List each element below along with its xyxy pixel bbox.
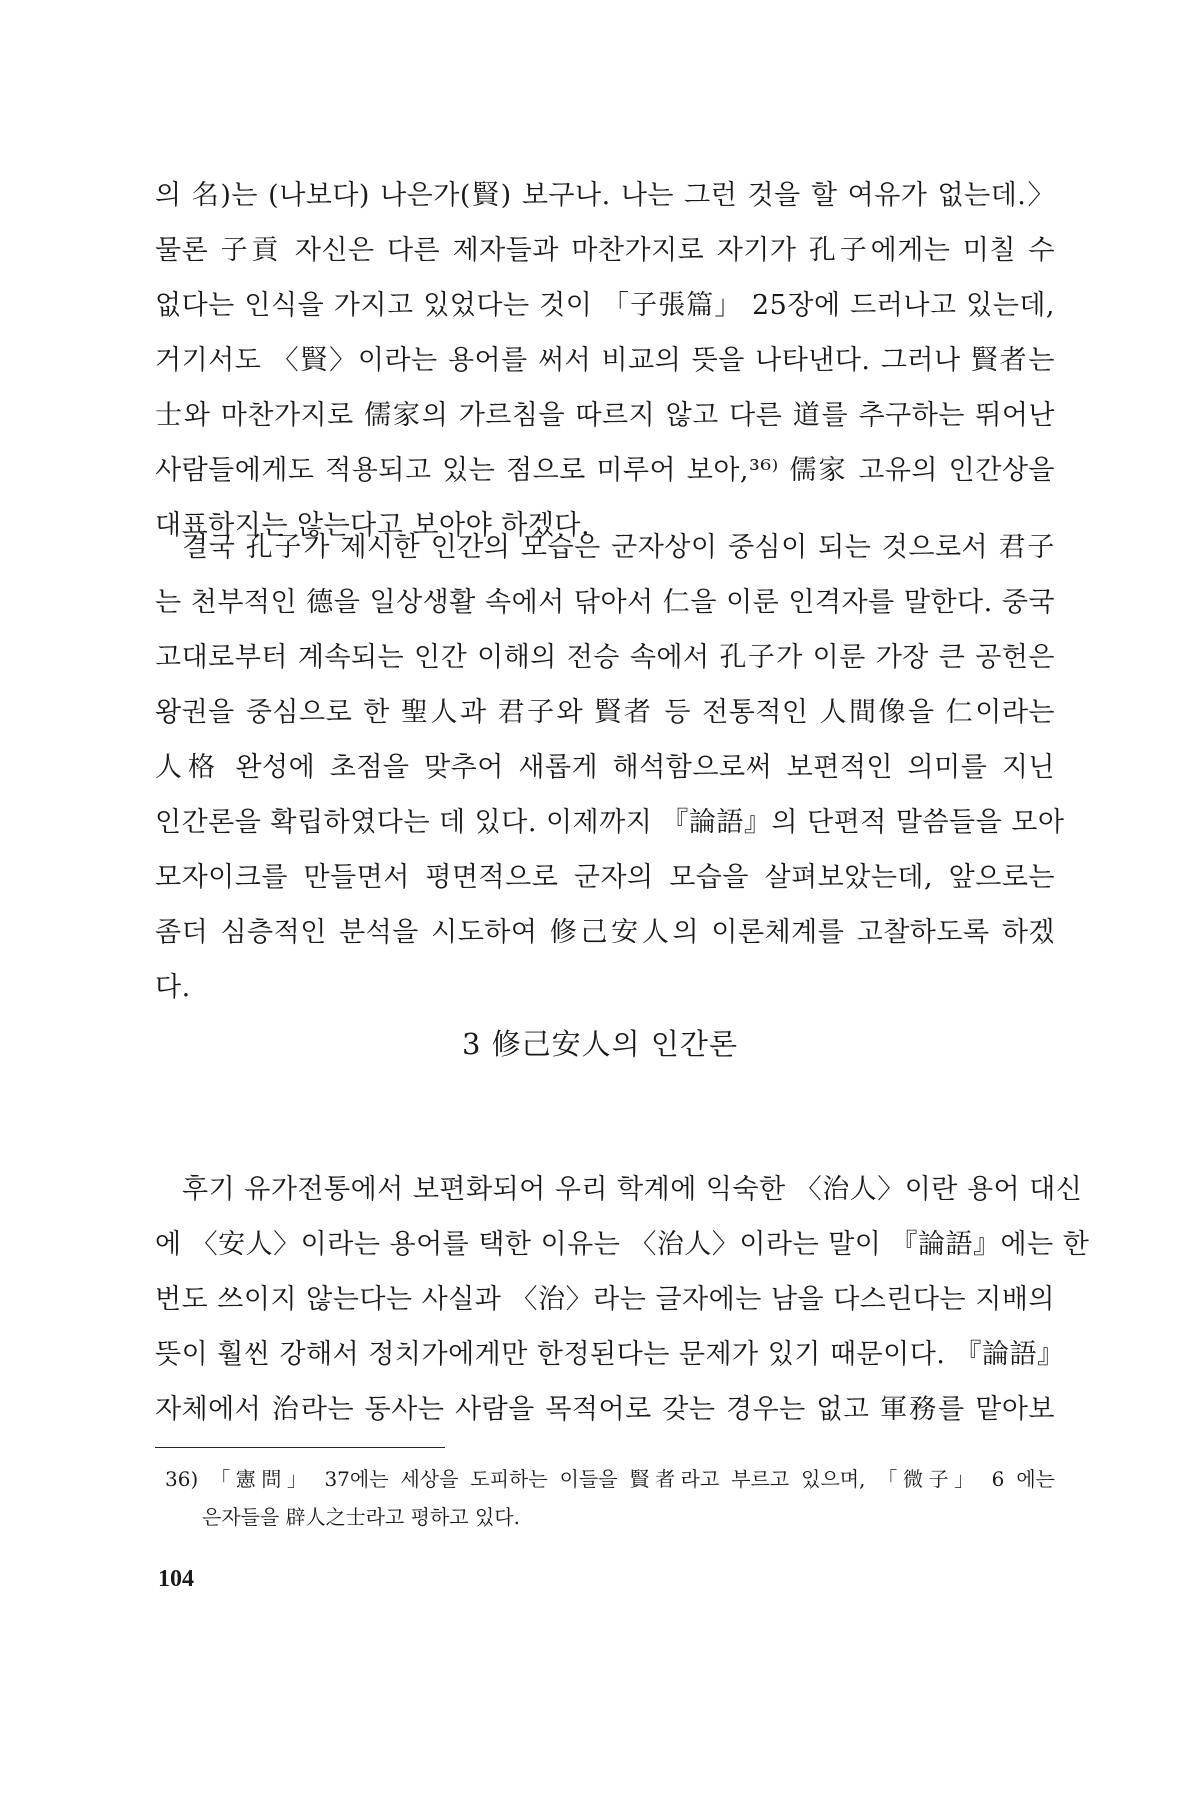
text-line: 자체에서 治라는 동사는 사람을 목적어로 갖는 경우는 없고 軍務를 맡아보 <box>155 1394 1055 1425</box>
text-line: 모자이크를 만들면서 평면적으로 군자의 모습을 살펴보았는데, 앞으로는 <box>155 862 1055 893</box>
text-line: 뜻이 훨씬 강해서 정치가에게만 한정된다는 문제가 있기 때문이다. 『論語』 <box>155 1339 1065 1370</box>
text-line: 왕권을 중심으로 한 聖人과 君子와 賢者 등 전통적인 人間像을 仁이라는 <box>155 697 1055 728</box>
text-line: 물론 子貢 자신은 다른 제자들과 마찬가지로 자기가 孔子에게는 미칠 수 <box>155 235 1055 266</box>
footnote <box>165 1460 1055 1536</box>
text-line: 人格 완성에 초점을 맞추어 새롭게 해석함으로써 보편적인 의미를 지닌 <box>155 752 1055 783</box>
text-line: 의 名)는 (나보다) 나은가(賢) 보구나. 나는 그런 것을 할 여유가 없는데.〉 <box>155 180 1055 211</box>
body-paragraph-3 <box>155 1162 1090 1437</box>
text-line: 대표하지는 않는다고 보아야 하겠다. <box>155 510 591 541</box>
text-line: 에 〈安人〉이라는 용어를 택한 이유는 〈治人〉이라는 말이 『論語』에는 한 <box>155 1229 1090 1260</box>
text-line: 고대로부터 계속되는 인간 이해의 전승 속에서 孔子가 이룬 가장 큰 공헌은 <box>155 642 1055 673</box>
text-line: 없다는 인식을 가지고 있었다는 것이 「子張篇」 25장에 드러나고 있는데, <box>155 290 1055 321</box>
page-number: 104 <box>158 1566 194 1592</box>
body-paragraph-2 <box>155 520 1065 1015</box>
text-line: 번도 쓰이지 않는다는 사실과 〈治〉라는 글자에는 남을 다스린다는 지배의 <box>155 1284 1055 1315</box>
text-line: 후기 유가전통에서 보편화되어 우리 학계에 익숙한 〈治人〉이란 용어 대신 <box>182 1174 1083 1205</box>
section-heading: 3 修己安人의 인간론 <box>462 1027 738 1061</box>
text-line: 士와 마찬가지로 儒家의 가르침을 따르지 않고 다른 道를 추구하는 뛰어난 <box>155 400 1055 431</box>
body-paragraph-1 <box>155 168 1055 553</box>
text-line: 는 천부적인 德을 일상생활 속에서 닦아서 仁을 이룬 인격자를 말한다. 중국 <box>155 587 1055 618</box>
footnote-line: 은자들을 辟人之士라고 평하고 있다. <box>202 1505 520 1529</box>
footnote-line: 36) 「憲問」 37에는 세상을 도피하는 이들을 賢者라고 부르고 있으며, 「微子」 6 에는 <box>165 1467 1055 1491</box>
text-line: 좀더 심층적인 분석을 시도하여 修己安人의 이론체계를 고찰하도록 하겠 <box>155 917 1055 948</box>
text-line: 거기서도 〈賢〉이라는 용어를 써서 비교의 뜻을 나타낸다. 그러나 賢者는 <box>155 345 1055 376</box>
text-line: 다. <box>155 972 191 1003</box>
text-line: 사람들에게도 적용되고 있는 점으로 미루어 보아,³⁶⁾ 儒家 고유의 인간상을 <box>155 455 1055 486</box>
text-line: 인간론을 확립하였다는 데 있다. 이제까지 『論語』의 단편적 말씀들을 모아 <box>155 807 1065 838</box>
text-line: 결국 孔子가 제시한 인간의 모습은 군자상이 중심이 되는 것으로서 君子 <box>182 532 1055 563</box>
footnote-divider <box>155 1447 445 1448</box>
